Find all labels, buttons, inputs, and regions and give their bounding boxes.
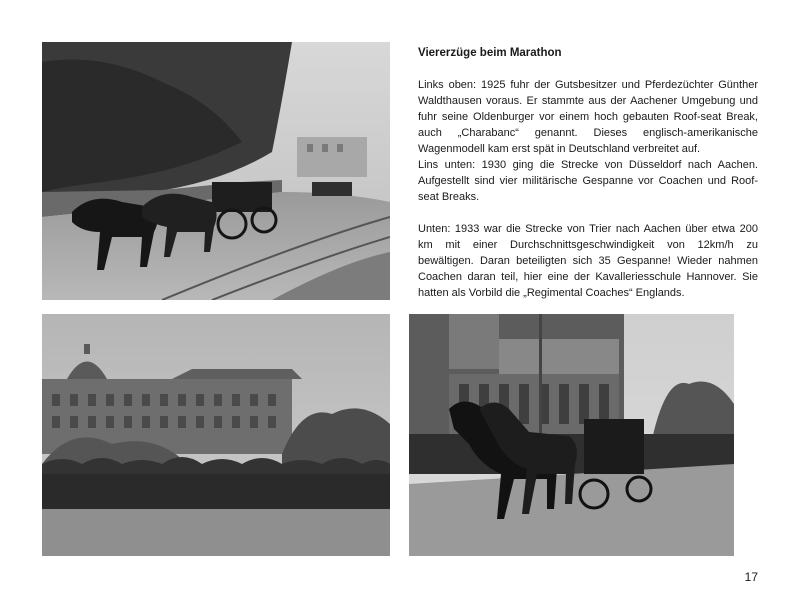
photo-coach-1933 bbox=[409, 314, 734, 556]
caption-paragraph-bottom: Unten: 1933 war die Strecke von Trier nach Aachen über etwa 200 km mit einer Durchschnittsgeschwindigkeit von 12km/h zu bewältigen. Daran beteiligten sich 35 Gespanne! Wieder nahmen Coachen daran teil, hier eine der Kavalleriesschule Hannover. Sie hatten als Vorbild die „Regimental Coaches“ Englands. bbox=[418, 223, 758, 299]
caption-paragraph-top-left: Links oben: 1925 fuhr der Gutsbesitzer und Pferdezüchter Günther Waldthausen voraus. Er stammte aus der Aachener Umgebung und fuhr seine Oldenburger vor einem hoch gebauten Roof-seat Break, auch „Charabanc“ genannt. Dieses englisch-amerikanische Wagenmodell kam erst spät in Deutschland verbreitet auf. bbox=[418, 79, 758, 155]
caption-heading: Viererzüge beim Marathon bbox=[418, 47, 562, 59]
page-number: 17 bbox=[744, 570, 758, 584]
photo-carriage-1925 bbox=[42, 42, 390, 300]
caption-text-block bbox=[418, 45, 758, 301]
paragraph-spacer bbox=[418, 205, 758, 221]
caption-paragraph-bottom-left: Lins unten: 1930 ging die Strecke von Düsseldorf nach Aachen. Aufgestellt sind vier militärische Gespanne vor Coachen und Roof-seat Breaks. bbox=[418, 159, 758, 203]
photo-crowd-1930 bbox=[42, 314, 390, 556]
